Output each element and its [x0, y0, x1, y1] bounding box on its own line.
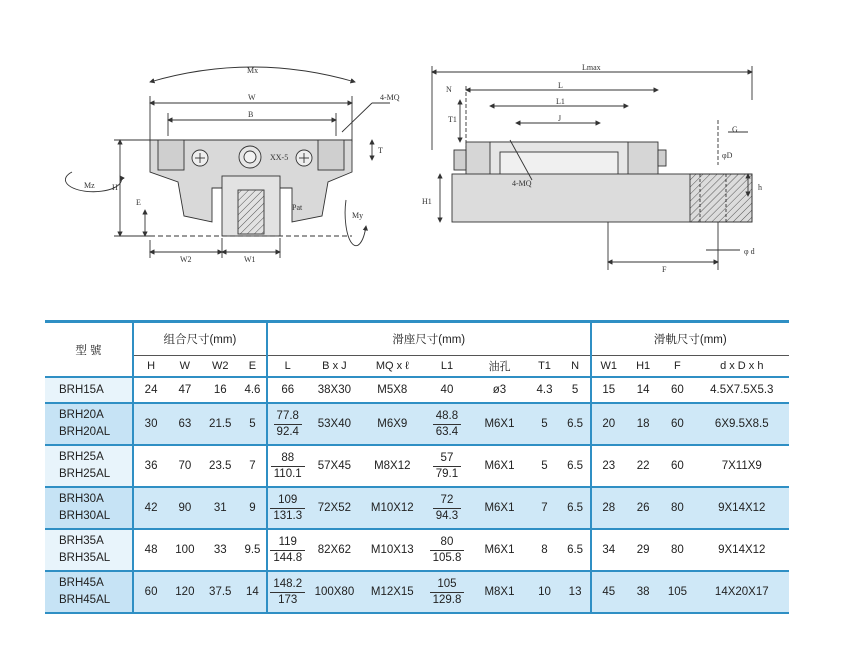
label-my: My: [352, 211, 364, 220]
label-t1: T1: [448, 115, 457, 124]
table-cell: [45, 377, 133, 403]
table-cell: ø3: [471, 377, 529, 403]
table-cell: M6X9: [361, 403, 423, 445]
column-header: H: [133, 356, 168, 378]
table-cell: 34: [591, 529, 626, 571]
table-cell: 15: [591, 377, 626, 403]
table-cell: M8X12: [361, 445, 423, 487]
label-h: H: [112, 183, 118, 192]
table-row: [45, 571, 789, 613]
model-name: BRH45A: [59, 577, 104, 589]
front-view: [65, 67, 390, 258]
label-w1: W1: [244, 255, 256, 264]
table-cell: $\frac{77.8}{92.4}$: [267, 403, 308, 445]
table-cell: 42: [133, 487, 168, 529]
model-name: BRH25AL: [59, 468, 111, 480]
label-l1: L1: [556, 97, 565, 106]
label-g: G: [732, 125, 738, 134]
table-row: [45, 377, 789, 403]
table-cell: 100X80: [308, 571, 362, 613]
table-cell: 82X62: [308, 529, 362, 571]
table-cell: 90: [168, 487, 201, 529]
table-cell: $\frac{48.8}{63.4}$: [423, 403, 470, 445]
label-f: F: [662, 265, 667, 274]
table-cell: $\frac{72}{94.3}$: [423, 487, 470, 529]
table-cell: 60: [660, 377, 694, 403]
table-cell: [45, 529, 133, 571]
table-cell: $\frac{109}{131.3}$: [267, 487, 308, 529]
table-cell: 14X20X17: [695, 571, 789, 613]
table-cell: 63: [168, 403, 201, 445]
table-row: [45, 529, 789, 571]
model-name: BRH45AL: [59, 594, 111, 606]
table-cell: M6X1: [471, 487, 529, 529]
column-header: L1: [423, 356, 470, 378]
block-header: 滑座尺寸(mm): [267, 322, 591, 356]
label-w2: W2: [180, 255, 192, 264]
table-cell: 7X11X9: [695, 445, 789, 487]
table-row: [45, 445, 789, 487]
table-cell: 4.6: [239, 377, 267, 403]
table-cell: 60: [133, 571, 168, 613]
label-e: E: [136, 198, 141, 207]
table-cell: 5: [528, 445, 560, 487]
column-header: E: [239, 356, 267, 378]
model-name: BRH35AL: [59, 552, 111, 564]
table-cell: 10: [528, 571, 560, 613]
column-header-row: [45, 356, 789, 378]
table-cell: 16: [201, 377, 239, 403]
table-cell: 6.5: [561, 445, 591, 487]
table-cell: 80: [660, 487, 694, 529]
table-cell: 8: [528, 529, 560, 571]
table-cell: $\frac{148.2}{173}$: [267, 571, 308, 613]
label-4mq-left: 4-MQ: [380, 93, 400, 102]
table-cell: 5: [528, 403, 560, 445]
label-mx: Mx: [247, 66, 259, 75]
table-cell: M6X1: [471, 403, 529, 445]
label-pat: Pat: [292, 203, 303, 212]
table-row: [45, 487, 789, 529]
table-cell: $\frac{119}{144.8}$: [267, 529, 308, 571]
table-cell: 28: [591, 487, 626, 529]
table-cell: M10X12: [361, 487, 423, 529]
table-cell: 60: [660, 445, 694, 487]
column-header: W: [168, 356, 201, 378]
side-view: [432, 66, 752, 270]
label-mz: Mz: [84, 181, 95, 190]
model-name: BRH20AL: [59, 426, 111, 438]
table-cell: $\frac{88}{110.1}$: [267, 445, 308, 487]
table-cell: 66: [267, 377, 308, 403]
table-cell: M8X1: [471, 571, 529, 613]
column-header: L: [267, 356, 308, 378]
table-cell: 21.5: [201, 403, 239, 445]
table-row: [45, 403, 789, 445]
table-cell: $\frac{105}{129.8}$: [423, 571, 470, 613]
column-header: H1: [626, 356, 660, 378]
table-cell: 30: [133, 403, 168, 445]
column-header: 油孔: [471, 356, 529, 378]
table-cell: 5: [561, 377, 591, 403]
table-cell: 5: [239, 403, 267, 445]
label-j: J: [558, 114, 562, 123]
table-cell: 120: [168, 571, 201, 613]
table-cell: 57X45: [308, 445, 362, 487]
table-cell: 18: [626, 403, 660, 445]
table-cell: 47: [168, 377, 201, 403]
table-cell: 100: [168, 529, 201, 571]
label-w: W: [248, 93, 256, 102]
table-cell: 23.5: [201, 445, 239, 487]
model-name: BRH30A: [59, 493, 104, 505]
column-header: W1: [591, 356, 626, 378]
technical-drawing: [0, 0, 859, 300]
model-header: 型 號: [45, 322, 133, 378]
table-cell: 9.5: [239, 529, 267, 571]
label-n: N: [446, 85, 452, 94]
table-cell: 105: [660, 571, 694, 613]
table-cell: 40: [423, 377, 470, 403]
table-cell: 14: [626, 377, 660, 403]
label-xx5: XX-5: [270, 153, 289, 162]
column-header: T1: [528, 356, 560, 378]
table-cell: 31: [201, 487, 239, 529]
table-cell: 45: [591, 571, 626, 613]
model-name: BRH30AL: [59, 510, 111, 522]
table-cell: M10X13: [361, 529, 423, 571]
assembly-header: 组合尺寸(mm): [133, 322, 267, 356]
table-cell: 29: [626, 529, 660, 571]
column-header: B x J: [308, 356, 362, 378]
table-cell: 9X14X12: [695, 529, 789, 571]
table-cell: [45, 487, 133, 529]
label-h1: H1: [422, 197, 432, 206]
table-cell: 14: [239, 571, 267, 613]
table-cell: 33: [201, 529, 239, 571]
table-cell: [45, 403, 133, 445]
table-cell: 70: [168, 445, 201, 487]
table-cell: 37.5: [201, 571, 239, 613]
table-cell: 72X52: [308, 487, 362, 529]
table-cell: 20: [591, 403, 626, 445]
table-cell: 7: [239, 445, 267, 487]
table-cell: 13: [561, 571, 591, 613]
table-cell: [45, 445, 133, 487]
table-cell: 60: [660, 403, 694, 445]
label-t: T: [378, 146, 383, 155]
table-cell: M6X1: [471, 445, 529, 487]
label-phi-d-small: φ d: [744, 247, 755, 256]
table-cell: 6X9.5X8.5: [695, 403, 789, 445]
column-header: MQ x ℓ: [361, 356, 423, 378]
model-name: BRH35A: [59, 535, 104, 547]
table-cell: 38X30: [308, 377, 362, 403]
table-cell: 48: [133, 529, 168, 571]
label-phi-d-big: φD: [722, 151, 733, 160]
table-cell: M6X1: [471, 529, 529, 571]
column-header: W2: [201, 356, 239, 378]
table-cell: M5X8: [361, 377, 423, 403]
column-header: N: [561, 356, 591, 378]
table-cell: $\frac{57}{79.1}$: [423, 445, 470, 487]
table-cell: 80: [660, 529, 694, 571]
spec-table-body: [45, 377, 789, 613]
table-cell: 4.5X7.5X5.3: [695, 377, 789, 403]
table-cell: 53X40: [308, 403, 362, 445]
label-h-small: h: [758, 183, 762, 192]
label-b: B: [248, 110, 254, 119]
column-header: d x D x h: [695, 356, 789, 378]
table-cell: [45, 571, 133, 613]
rail-header: 滑軌尺寸(mm): [591, 322, 789, 356]
table-cell: 6.5: [561, 487, 591, 529]
table-cell: 7: [528, 487, 560, 529]
table-cell: 9X14X12: [695, 487, 789, 529]
table-cell: 6.5: [561, 403, 591, 445]
model-name: BRH25A: [59, 451, 104, 463]
label-lmax: Lmax: [582, 63, 601, 72]
table-cell: 6.5: [561, 529, 591, 571]
table-cell: 38: [626, 571, 660, 613]
label-l: L: [558, 81, 563, 90]
table-cell: $\frac{80}{105.8}$: [423, 529, 470, 571]
table-cell: 23: [591, 445, 626, 487]
model-name: BRH20A: [59, 409, 104, 421]
spec-table: [45, 320, 789, 614]
table-cell: 26: [626, 487, 660, 529]
table-cell: 22: [626, 445, 660, 487]
table-cell: M12X15: [361, 571, 423, 613]
column-header: F: [660, 356, 694, 378]
label-4mq-right: 4-MQ: [512, 179, 532, 188]
table-cell: 36: [133, 445, 168, 487]
model-name: BRH15A: [59, 383, 104, 396]
table-cell: 4.3: [528, 377, 560, 403]
table-cell: 9: [239, 487, 267, 529]
table-cell: 24: [133, 377, 168, 403]
